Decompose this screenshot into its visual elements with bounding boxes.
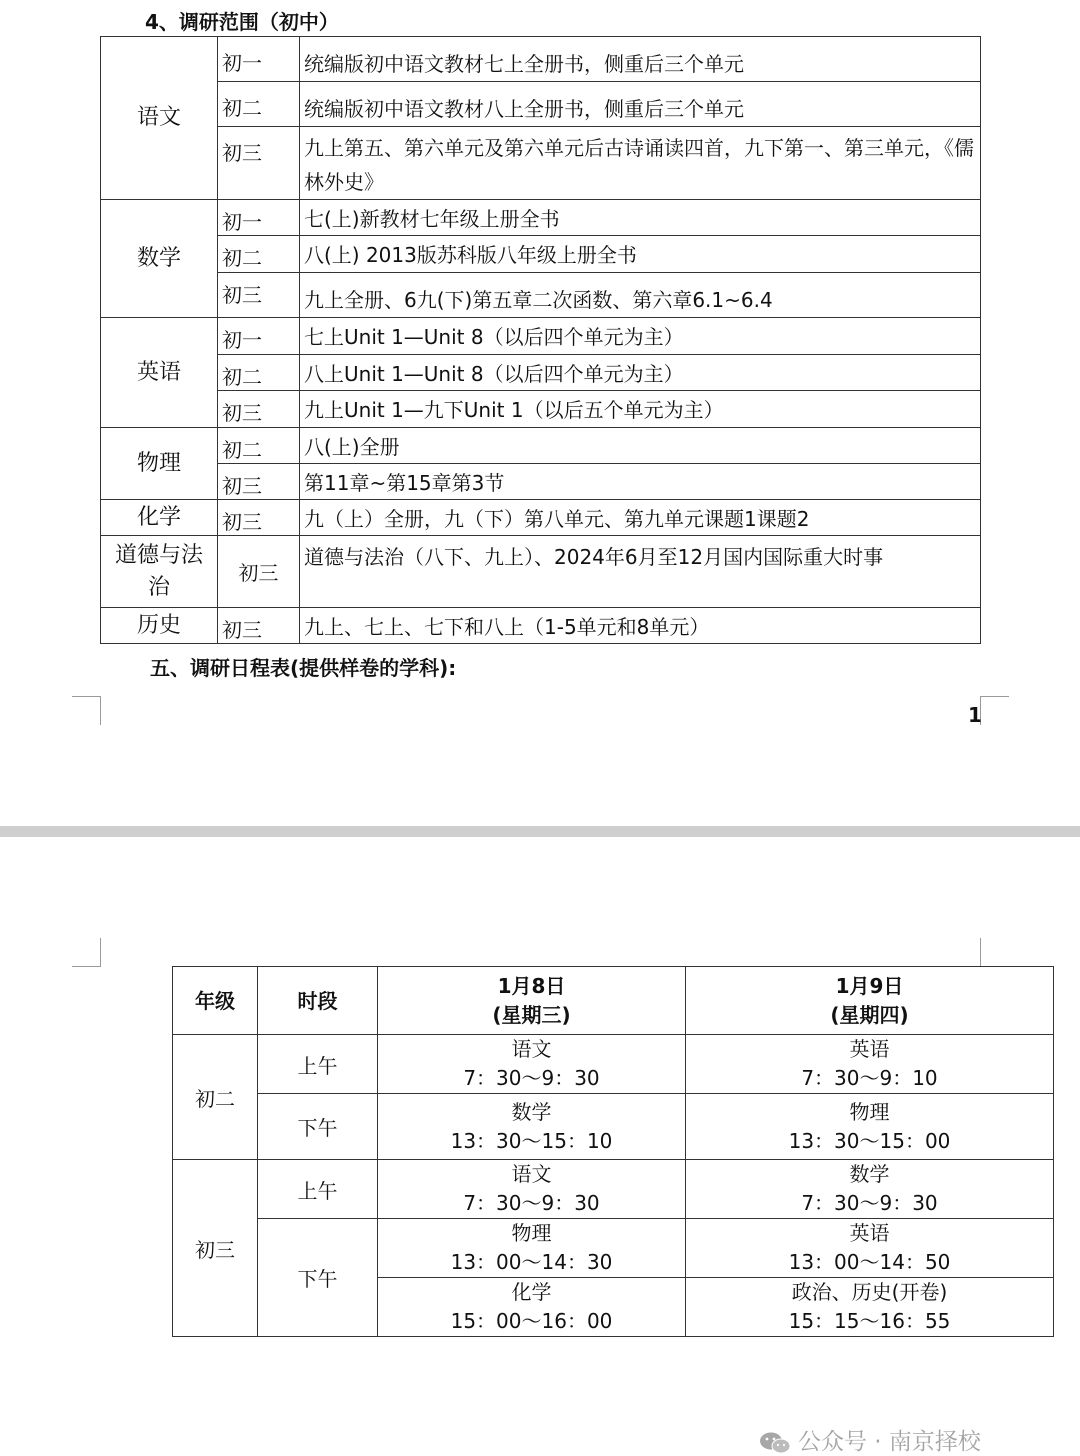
- crop-mark: [980, 938, 1009, 967]
- exam-cell: [686, 1094, 1054, 1160]
- grade-cell: 初三: [218, 273, 300, 318]
- exam-cell: [378, 1219, 686, 1278]
- content-cell: 九上全册、6九(下)第五章二次函数、第六章6.1~6.4: [300, 273, 981, 318]
- content-cell: 九上第五、第六单元及第六单元后古诗诵读四首，九下第一、第三单元，《儒林外史》: [300, 127, 981, 200]
- table-row: [101, 200, 981, 236]
- table-row: [101, 464, 981, 500]
- grade-cell: 初三: [218, 464, 300, 500]
- grade-cell: 初一: [218, 200, 300, 236]
- schedule-table: [172, 966, 1054, 1337]
- crop-mark: [72, 696, 101, 725]
- content-cell: 七上Unit 1—Unit 8（以后四个单元为主）: [300, 318, 981, 355]
- exam-subject: 化学: [511, 1280, 552, 1304]
- table-row: [101, 391, 981, 428]
- header-day2-date: 1月9日: [835, 973, 904, 998]
- content-cell: 八上Unit 1—Unit 8（以后四个单元为主）: [300, 355, 981, 391]
- table-row: [101, 273, 981, 318]
- exam-subject: 语文: [511, 1037, 552, 1061]
- exam-time: 13：00～14：50: [788, 1250, 951, 1274]
- watermark-text: 公众号 · 南京择校: [798, 1429, 981, 1455]
- period-cell: 上午: [258, 1160, 378, 1219]
- document-page-2: [0, 837, 1080, 1455]
- grade-cell: 初二: [218, 428, 300, 464]
- grade-cell: 初二: [218, 355, 300, 391]
- section-4-heading: 4、调研范围（初中）: [145, 10, 339, 34]
- exam-time: 7：30～9：10: [801, 1066, 938, 1090]
- table-row: [101, 536, 981, 608]
- header-day2: [686, 967, 1054, 1035]
- exam-subject: 物理: [511, 1221, 552, 1245]
- exam-subject: 语文: [511, 1162, 552, 1186]
- header-day2-weekday: (星期四): [830, 1002, 909, 1027]
- grade-cell: 初三: [218, 391, 300, 428]
- grade-cell: 初一: [218, 37, 300, 82]
- grade-cell: 初三: [218, 127, 300, 200]
- subject-cell: 化学: [101, 500, 218, 536]
- exam-time: 7：30～9：30: [801, 1191, 938, 1215]
- subject-cell: 物理: [101, 428, 218, 500]
- content-cell: 七(上)新教材七年级上册全书: [300, 200, 981, 236]
- table-row: [173, 1094, 1054, 1160]
- grade-cell: 初二: [173, 1035, 258, 1160]
- table-header-row: [173, 967, 1054, 1035]
- exam-time: 7：30～9：30: [463, 1066, 600, 1090]
- exam-time: 13：30～15：10: [450, 1128, 613, 1153]
- crop-mark: [72, 938, 101, 967]
- crop-mark: [980, 696, 1009, 725]
- exam-subject: 数学: [511, 1099, 552, 1124]
- content-cell: 九（上）全册，九（下）第八单元、第九单元课题1课题2: [300, 500, 981, 536]
- exam-subject: 政治、历史(开卷): [791, 1280, 948, 1304]
- content-cell: 统编版初中语文教材八上全册书，侧重后三个单元: [300, 82, 981, 127]
- table-row: [101, 318, 981, 355]
- subject-cell: 历史: [101, 608, 218, 644]
- table-row: [173, 1035, 1054, 1094]
- exam-subject: 英语: [849, 1037, 890, 1061]
- exam-cell: [686, 1035, 1054, 1094]
- table-row: [173, 1160, 1054, 1219]
- subject-cell: 语文: [101, 37, 218, 200]
- exam-subject: 数学: [849, 1162, 890, 1186]
- content-cell: 统编版初中语文教材七上全册书，侧重后三个单元: [300, 37, 981, 82]
- header-period: 时段: [258, 967, 378, 1035]
- page-number: 1: [968, 703, 982, 727]
- header-day1: [378, 967, 686, 1035]
- research-scope-table: [100, 36, 981, 644]
- exam-cell: [378, 1160, 686, 1219]
- subject-cell: 数学: [101, 200, 218, 318]
- header-day1-date: 1月8日: [497, 973, 566, 998]
- table-row: [101, 82, 981, 127]
- table-row: [101, 428, 981, 464]
- content-cell: 道德与法治（八下、九上）、2024年6月至12月国内国际重大时事: [300, 536, 981, 608]
- exam-cell: [686, 1219, 1054, 1278]
- section-5-heading: 五、调研日程表(提供样卷的学科):: [150, 656, 457, 680]
- table-row: [101, 355, 981, 391]
- page-separator: [0, 826, 1080, 837]
- table-row: [101, 127, 981, 200]
- exam-cell: [378, 1094, 686, 1160]
- content-cell: 九上Unit 1—九下Unit 1（以后五个单元为主）: [300, 391, 981, 428]
- exam-time: 13：30～15：00: [788, 1128, 951, 1153]
- grade-cell: 初二: [218, 82, 300, 127]
- exam-time: 15：15～16：55: [788, 1309, 951, 1333]
- content-cell: 九上、七上、七下和八上（1-5单元和8单元）: [300, 608, 981, 644]
- subject-cell: 英语: [101, 318, 218, 428]
- period-cell: 上午: [258, 1035, 378, 1094]
- grade-cell: 初一: [218, 318, 300, 355]
- header-day1-weekday: (星期三): [492, 1002, 571, 1027]
- content-cell: 八(上) 2013版苏科版八年级上册全书: [300, 236, 981, 273]
- content-cell: 第11章~第15章第3节: [300, 464, 981, 500]
- content-cell: 八(上)全册: [300, 428, 981, 464]
- header-grade: 年级: [173, 967, 258, 1035]
- exam-cell: [378, 1278, 686, 1337]
- exam-time: 13：00～14：30: [450, 1250, 613, 1274]
- watermark: [758, 1423, 981, 1456]
- exam-time: 7：30～9：30: [463, 1191, 600, 1215]
- table-row: [101, 608, 981, 644]
- table-row: [101, 236, 981, 273]
- table-row: [173, 1219, 1054, 1278]
- subject-cell: 道德与法治: [101, 536, 218, 608]
- exam-subject: 物理: [849, 1099, 890, 1124]
- grade-cell: 初三: [218, 500, 300, 536]
- exam-subject: 英语: [849, 1221, 890, 1245]
- table-row: [101, 37, 981, 82]
- table-row: [101, 500, 981, 536]
- wechat-icon: [758, 1431, 792, 1455]
- grade-cell: 初三: [218, 536, 300, 608]
- grade-cell: 初三: [173, 1160, 258, 1337]
- exam-time: 15：00～16：00: [450, 1309, 613, 1333]
- grade-cell: 初二: [218, 236, 300, 273]
- grade-cell: 初三: [218, 608, 300, 644]
- exam-cell: [378, 1035, 686, 1094]
- exam-cell: [686, 1160, 1054, 1219]
- exam-cell: [686, 1278, 1054, 1337]
- period-cell: 下午: [258, 1094, 378, 1160]
- period-cell: 下午: [258, 1219, 378, 1337]
